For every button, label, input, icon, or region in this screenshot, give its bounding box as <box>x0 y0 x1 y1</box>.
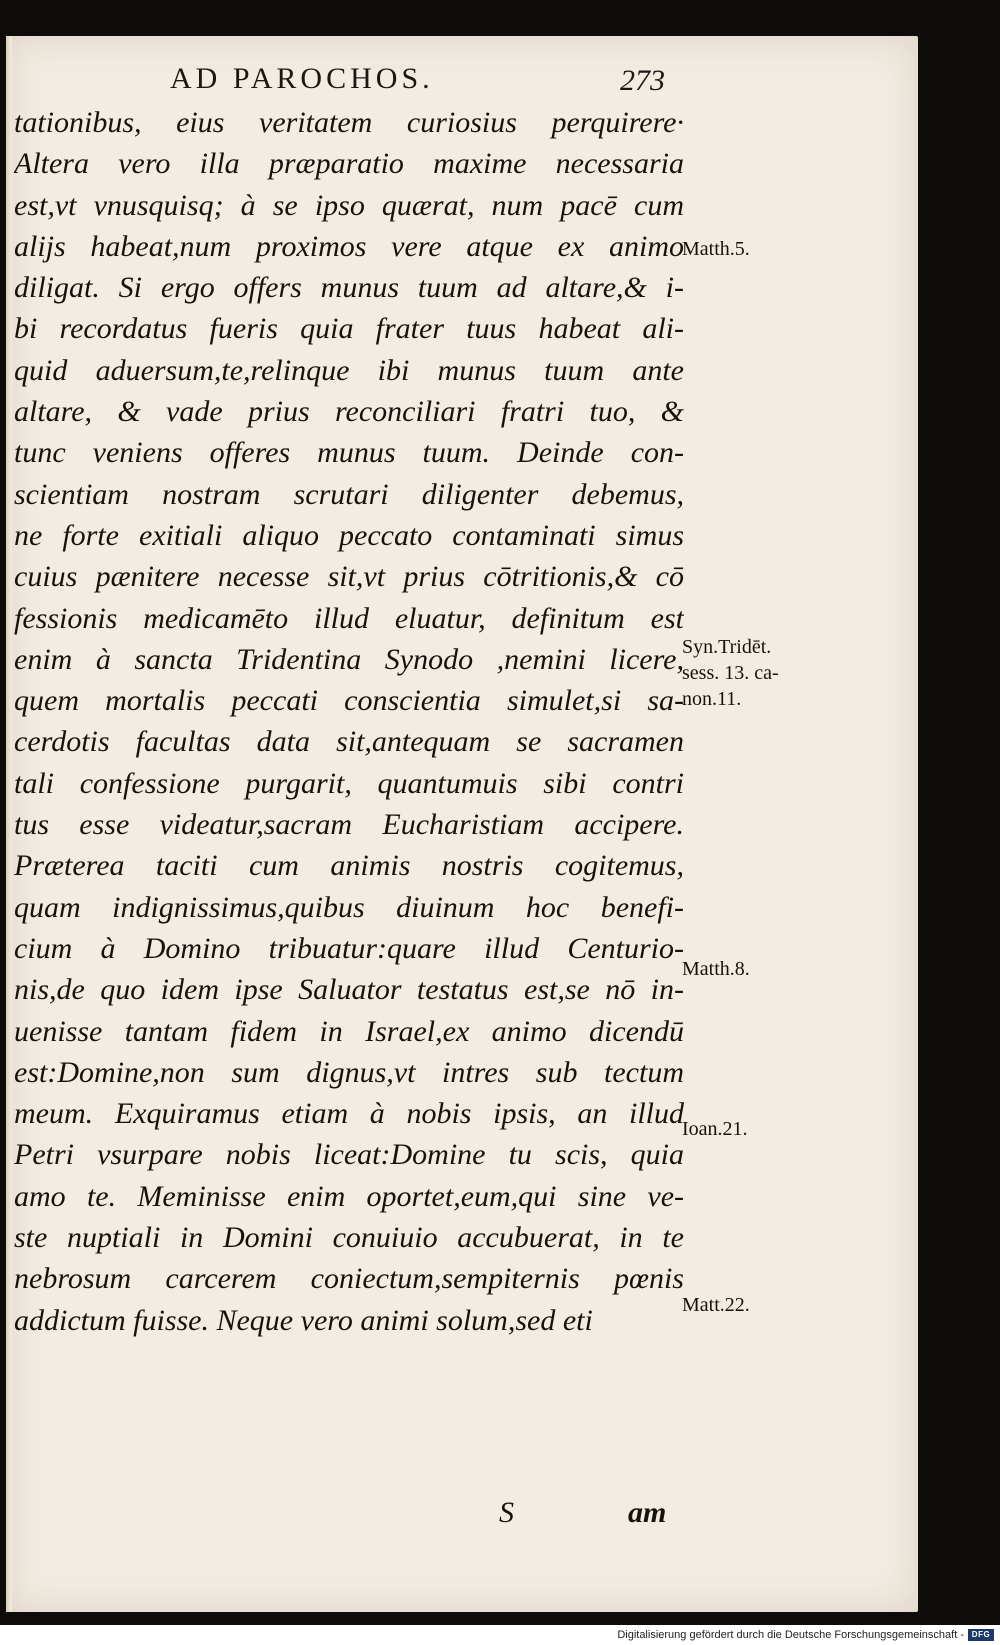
margin-note-matth-8: Matth.8. <box>682 958 750 980</box>
text-line: cuius pænitere necesse sit,vt prius cōtritionis,& cō <box>14 560 684 594</box>
text-line: diligat. Si ergo offers munus tuum ad altare,& i- <box>14 271 684 305</box>
text-line: tunc veniens offeres munus tuum. Deinde con- <box>14 436 684 470</box>
text-line: amo te. Meminisse enim oportet,eum,qui sine ve- <box>14 1179 684 1213</box>
text-line: Altera vero illa præparatio maxime necessaria <box>14 147 684 181</box>
margin-note-ioan-21: Ioan.21. <box>682 1118 748 1140</box>
text-line: enim à sancta Tridentina Synodo ,nemini licere, <box>14 642 684 676</box>
text-line: Præterea taciti cum animis nostris cogitemus, <box>14 849 684 883</box>
body-text <box>14 102 684 1341</box>
text-line: cerdotis facultas data sit,antequam se sacramen <box>14 725 684 759</box>
margin-note-matth-5: Matth.5. <box>682 238 750 260</box>
signature-mark: S <box>499 1496 514 1529</box>
text-line: bi recordatus fueris quia frater tuus habeat ali- <box>14 312 684 346</box>
page-number: 273 <box>620 64 665 97</box>
text-line: tationibus, eius veritatem curiosius perquirere· <box>14 106 684 139</box>
text-line: meum. Exquiramus etiam à nobis ipsis, an illud <box>14 1097 684 1131</box>
text-line: quam indignissimus,quibus diuinum hoc benefi- <box>14 890 684 924</box>
text-line: cium à Domino tribuatur:quare illud Centurio- <box>14 931 684 965</box>
text-line: nebrosum carcerem coniectum,sempiternis pœnis <box>14 1262 684 1296</box>
text-line: est:Domine,non sum dignus,vt intres sub tectum <box>14 1055 684 1089</box>
text-line: alijs habeat,num proximos vere atque ex animo <box>14 229 684 263</box>
text-line: altare, & vade prius reconciliari fratri tuo, & <box>14 395 684 429</box>
text-line: quem mortalis peccati conscientia simulet,si sa- <box>14 684 684 718</box>
text-line: Petri vsurpare nobis liceat:Domine tu scis, quia <box>14 1138 684 1172</box>
running-head: AD PAROCHOS. <box>170 62 434 95</box>
text-line: nis,de quo idem ipse Saluator testatus est,se nō in- <box>14 973 684 1007</box>
text-line: ne forte exitiali aliquo peccato contaminati simus <box>14 518 684 552</box>
text-line: tali confessione purgarit, quantumuis sibi contri <box>14 766 684 800</box>
text-line: est,vt vnusquisq; à se ipso quærat, num pacē cum <box>14 188 684 222</box>
page-edge <box>6 36 12 1612</box>
dfg-logo: DFG <box>968 1629 994 1641</box>
catchword-row <box>14 1496 684 1536</box>
text-line: ste nuptiali in Domini conuiuio accubuerat, in te <box>14 1221 684 1255</box>
text-line: fessionis medicamēto illud eluatur, definitum est <box>14 601 684 635</box>
footer-bar <box>0 1625 1000 1645</box>
text-line: tus esse videatur,sacram Eucharistiam accipere. <box>14 808 684 842</box>
catchword: am <box>628 1496 667 1529</box>
funding-notice: Digitalisierung gefördert durch die Deutsche Forschungsgemeinschaft - <box>617 1629 964 1641</box>
text-line: quid aduersum,te,relinque ibi munus tuum ante <box>14 353 684 387</box>
margin-note-synod: Syn.Tridēt. sess. 13. ca- non.11. <box>682 636 779 710</box>
text-line: scientiam nostram scrutari diligenter debemus, <box>14 477 684 511</box>
text-line: uenisse tantam fidem in Israel,ex animo dicendū <box>14 1014 684 1048</box>
text-line: addictum fuisse. Neque vero animi solum,sed eti <box>14 1303 593 1337</box>
margin-note-matt-22: Matt.22. <box>682 1294 750 1316</box>
